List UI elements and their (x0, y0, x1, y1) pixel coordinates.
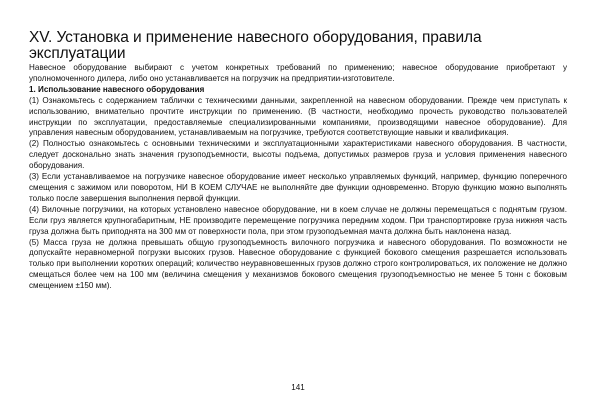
page-title: XV. Установка и применение навесного оборудования, правила эксплуатации (29, 29, 482, 62)
document-page (29, 30, 567, 292)
list-item-2: (2) Полностью ознакомьтесь с основными техническими и эксплуатационными характеристиками навесного оборудования. В частности, следует досконально знать значения грузоподъемности, высоты подъема, допустимых размеров груза и условия применения навесного оборудования. (29, 139, 567, 171)
list-item-4: (4) Вилочные погрузчики, на которых установлено навесное оборудование, ни в коем случае не должны перемещаться с поднятым грузом. Если груз является крупногабаритным, НЕ производите перемещение погрузчика передним ходом. При транспортировке груза нижняя часть груза должна быть приподнята на 300 мм от поверхности пола, при этом грузоподъемная мачта должна быть наклонена назад. (29, 204, 567, 236)
list-item-3: (3) Если устанавливаемое на погрузчике навесное оборудование имеет несколько управляемых функций, например, функцию поперечного смещения с зажимом или поворотом, НИ В КОЕМ СЛУЧАЕ не выполняйте две функции одновременно. Вторую функцию можно выполнять только после завершения выполнения первой функции. (29, 172, 567, 203)
list-item-5: (5) Масса груза не должна превышать общую грузоподъемность вилочного погрузчика и навесного оборудования. По возможности не допускайте неравномерной погрузки высоких грузов. Навесное оборудование с функцией бокового смещения разрешается использовать только при выполнении коротких операций; количество неуравновешенных грузов должно строго контролироваться, их положение не должно смещаться более чем на 100 мм (величина смещения у механизмов бокового смещения грузоподъемностью не менее 5 тонн с боковым смещением ±150 мм). (29, 237, 567, 291)
intro-paragraph: Навесное оборудование выбирают с учетом конкретных требований по применению; навесное оборудование приобретают у уполномоченного дилера, либо оно устанавливается на погрузчик на предприятии-изготовителе. (29, 63, 567, 83)
page-number: 141 (291, 383, 305, 392)
list-item-1: (1) Ознакомьтесь с содержанием таблички с техническими данными, закрепленной на навесном оборудовании. Прежде чем приступать к использованию, внимательно прочтите инструкции по применению. (В частности, необходимо прочесть руководство пользователей инструкции по эксплуатации, предоставляемые специализированными компаниями, производящими навесное оборудование). Для управления навесным оборудованием, устанавливаемым на погрузчике, требуются соответствующие навыки и квалификация. (29, 95, 567, 138)
section-heading: 1. Использование навесного оборудования (29, 84, 205, 94)
